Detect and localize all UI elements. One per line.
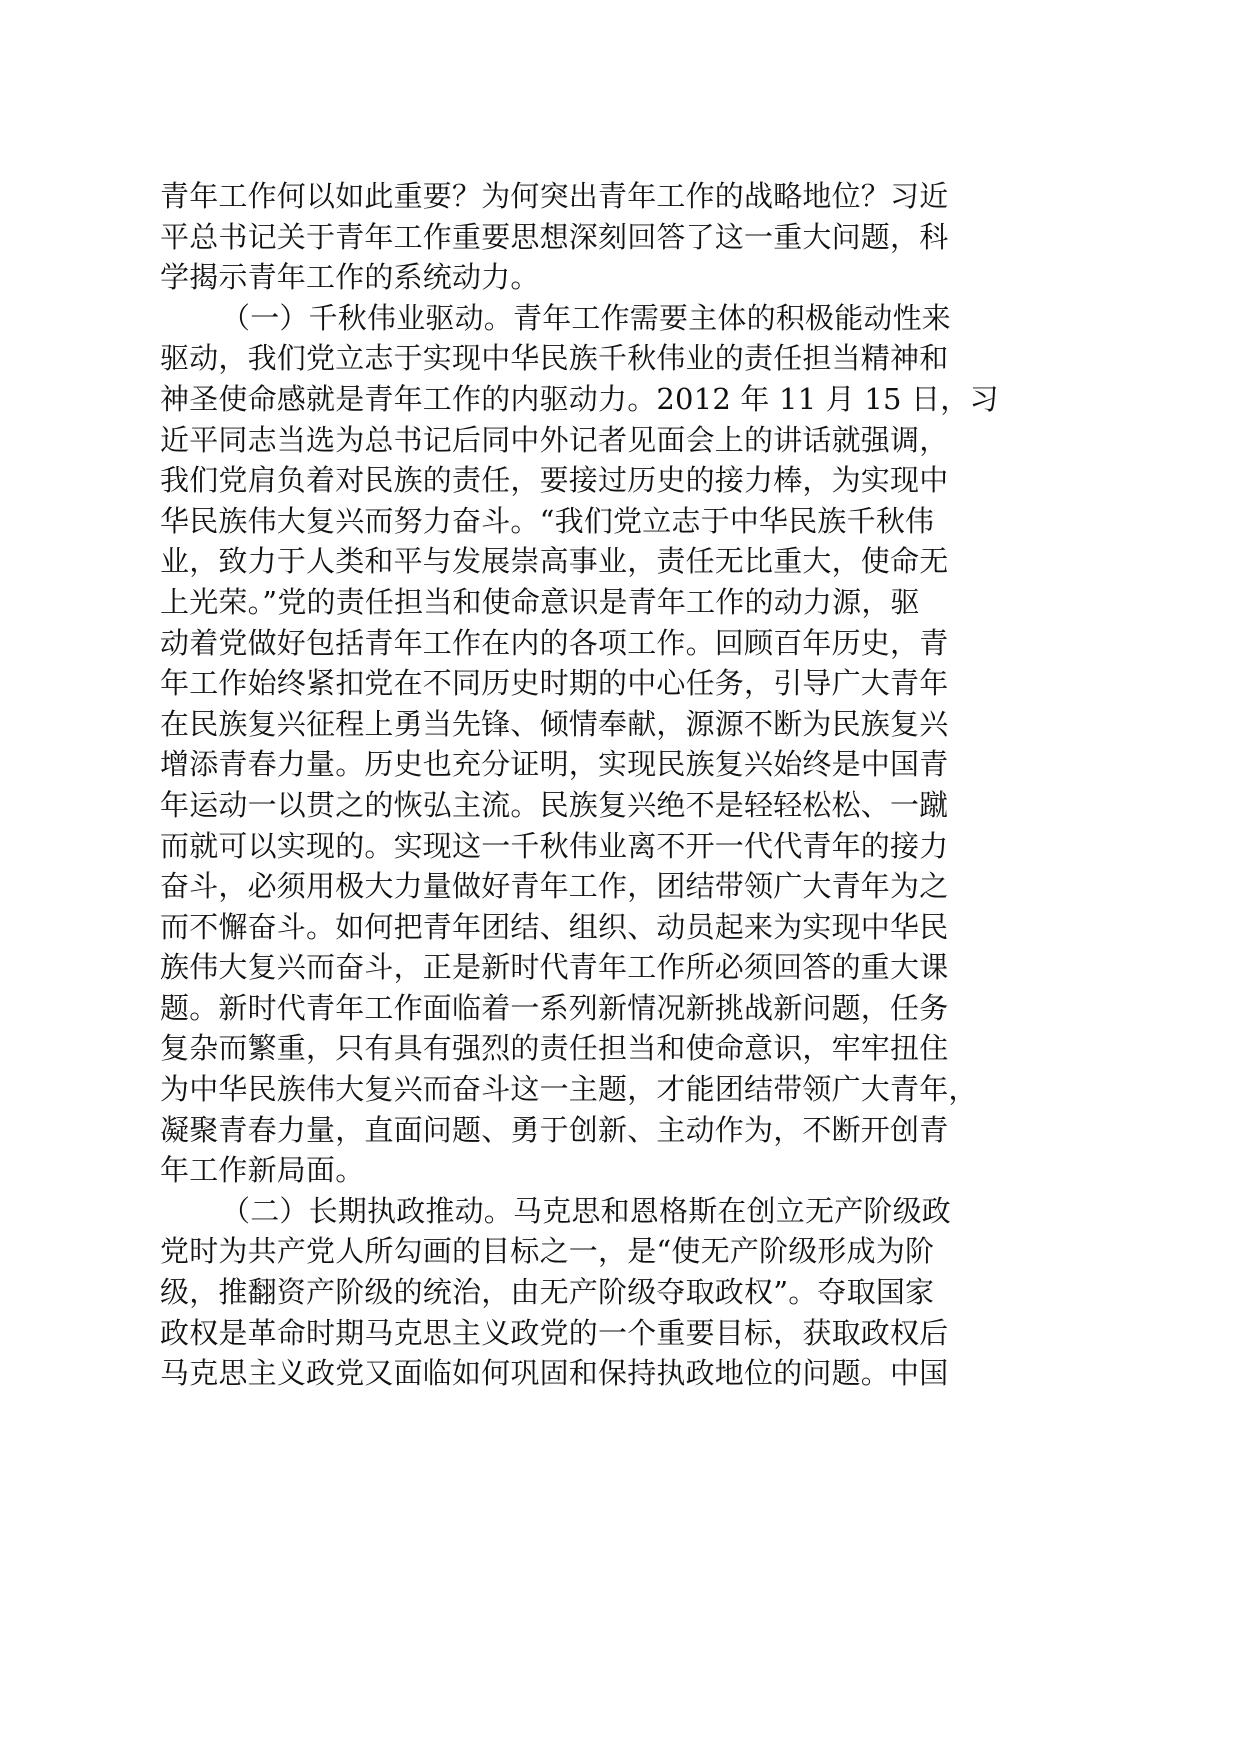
section-2-heading-line: （二）长期执政推动。马克思和恩格斯在创立无产阶级政 [221,1193,952,1228]
text-line-10: 业，致力于人类和平与发展崇高事业，责任无比重大，使命无 [160,544,949,579]
text-line-12: 动着党做好包括青年工作在内的各项工作。回顾百年历史，青 [160,625,949,660]
text-line-7: 近平同志当选为总书记后同中外记者见面会上的讲话就强调， [160,422,949,457]
text-line-29: 政权是革命时期马克思主义政党的一个重要目标，获取政权后 [160,1315,949,1350]
text-line-15: 增添青春力量。历史也充分证明，实现民族复兴始终是中国青 [160,747,949,782]
text-line-13: 年工作始终紧扣党在不同历史时期的中心任务，引导广大青年 [160,666,949,701]
body-text [160,176,1090,1394]
text-line-9: 华民族伟大复兴而努力奋斗。“我们党立志于中华民族千秋伟 [160,503,935,538]
text-line-16: 年运动一以贯之的恢弘主流。民族复兴绝不是轻轻松松、一蹴 [160,787,949,822]
text-line-11: 上光荣。”党的责任担当和使命意识是青年工作的动力源，驱 [160,584,920,619]
text-line-30: 马克思主义政党又面临如何巩固和保持执政地位的问题。中国 [160,1356,949,1391]
text-line-14: 在民族复兴征程上勇当先锋、倾情奉献，源源不断为民族复兴 [160,706,949,741]
text-line-8: 我们党肩负着对民族的责任，要接过历史的接力棒，为实现中 [160,463,949,498]
text-line-18: 奋斗，必须用极大力量做好青年工作，团结带领广大青年为之 [160,869,949,904]
text-line-2: 平总书记关于青年工作重要思想深刻回答了这一重大问题，科 [160,219,949,254]
text-line-20: 族伟大复兴而奋斗，正是新时代青年工作所必须回答的重大课 [160,950,949,985]
text-line-19: 而不懈奋斗。如何把青年团结、组织、动员起来为实现中华民 [160,909,949,944]
text-line-22: 复杂而繁重，只有具有强烈的责任担当和使命意识，牢牢扭住 [160,1031,949,1066]
text-line-5: 驱动，我们党立志于实现中华民族千秋伟业的责任担当精神和 [160,341,949,376]
text-line-17: 而就可以实现的。实现这一千秋伟业离不开一代代青年的接力 [160,828,949,863]
text-line-25: 年工作新局面。 [160,1153,365,1188]
text-line-24: 凝聚青春力量，直面问题、勇于创新、主动作为，不断开创青 [160,1112,949,1147]
text-line-3: 学揭示青年工作的系统动力。 [160,260,540,295]
text-line-21: 题。新时代青年工作面临着一系列新情况新挑战新问题，任务 [160,990,949,1025]
section-1-heading-line: （一）千秋伟业驱动。青年工作需要主体的积极能动性来 [221,300,952,335]
text-line-1: 青年工作何以如此重要？为何突出青年工作的战略地位？习近 [160,179,949,213]
text-line-28: 级，推翻资产阶级的统治，由无产阶级夺取政权”。夺取国家 [160,1275,935,1310]
text-line-6: 神圣使命感就是青年工作的内驱动力。2012 年 11 月 15 日，习 [160,381,999,416]
text-line-27: 党时为共产党人所勾画的目标之一，是“使无产阶级形成为阶 [160,1234,935,1269]
text-line-23: 为中华民族伟大复兴而奋斗这一主题，才能团结带领广大青年， [160,1072,978,1107]
